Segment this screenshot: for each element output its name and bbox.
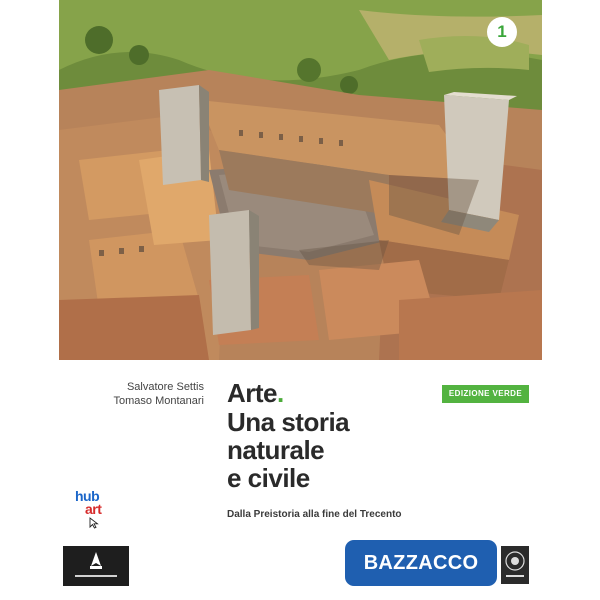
title-line: Una storia [227, 407, 350, 437]
author-name: Tomaso Montanari [113, 395, 204, 407]
author-name: Salvatore Settis [126, 381, 204, 393]
hub-art-logo [75, 490, 125, 530]
title-line: naturale [227, 435, 325, 465]
publisher-emblem-icon [63, 546, 129, 586]
edition-badge: EDIZIONE VERDE [442, 385, 529, 403]
title-line: e civile [227, 463, 310, 493]
seal-logo-icon [501, 546, 529, 584]
title-dot: . [277, 378, 284, 408]
hub-logo-word: hub [75, 488, 100, 504]
cursor-arrow-icon [89, 517, 99, 529]
cover-photo [59, 0, 542, 360]
aerial-town-illustration [59, 0, 542, 360]
authors [59, 380, 204, 408]
publisher-logo [63, 546, 129, 586]
book-cover [59, 0, 542, 600]
book-title [227, 379, 447, 492]
bazzacco-stamp: BAZZACCO [345, 540, 497, 586]
volume-number-badge: 1 [487, 17, 517, 47]
art-logo-word: art [85, 501, 102, 517]
title-word-arte: Arte [227, 378, 278, 408]
book-subtitle: Dalla Preistoria alla fine del Trecento [227, 509, 402, 520]
